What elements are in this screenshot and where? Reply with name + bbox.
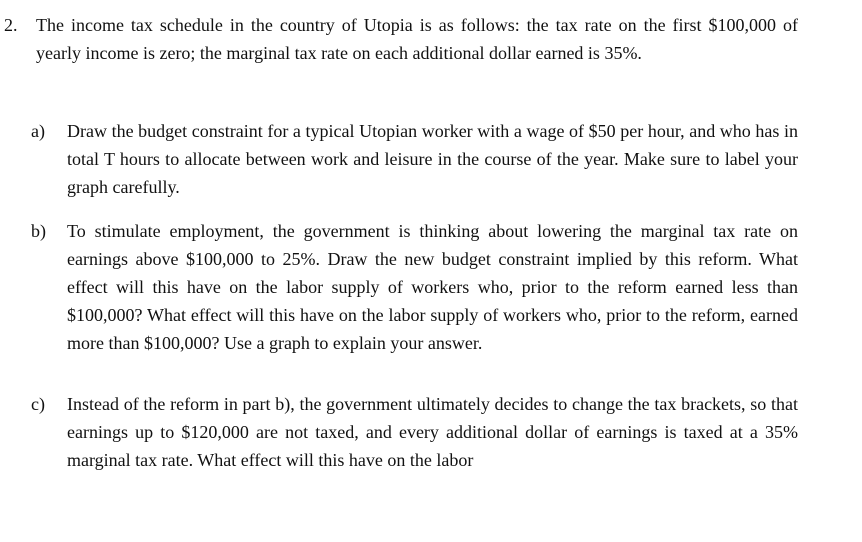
part-c-text: Instead of the reform in part b), the government ultimately decides to change the tax brackets, so that earnings up to $120,000 are not taxed, and every additional dollar of earnings is taxed at a 35% marginal tax rate. What effect will this have on the labor [67, 394, 798, 470]
part-a-label: a) [31, 121, 45, 141]
part-a-text: Draw the budget constraint for a typical Utopian worker with a wage of $50 per hour, and who has in total T hours to allocate between work and leisure in the course of the year. Make sure to label your graph carefully. [67, 121, 798, 197]
part-c-label: c) [31, 394, 45, 414]
question-text: The income tax schedule in the country of Utopia is as follows: the tax rate on the first $100,000 of yearly income is zero; the marginal tax rate on each additional dollar earned is 35%. [36, 15, 798, 63]
question-number: 2. [4, 15, 18, 35]
part-b-text: To stimulate employment, the government is thinking about lowering the marginal tax rate on earnings above $100,000 to 25%. Draw the new budget constraint implied by this reform. What effect will this have on the labor supply of workers who, prior to the reform earned less than $100,000? What effect will this have on the labor supply of workers who, prior to the reform, earned more than $100,000? Use a graph to explain your answer. [67, 221, 798, 353]
part-b-label: b) [31, 221, 46, 241]
